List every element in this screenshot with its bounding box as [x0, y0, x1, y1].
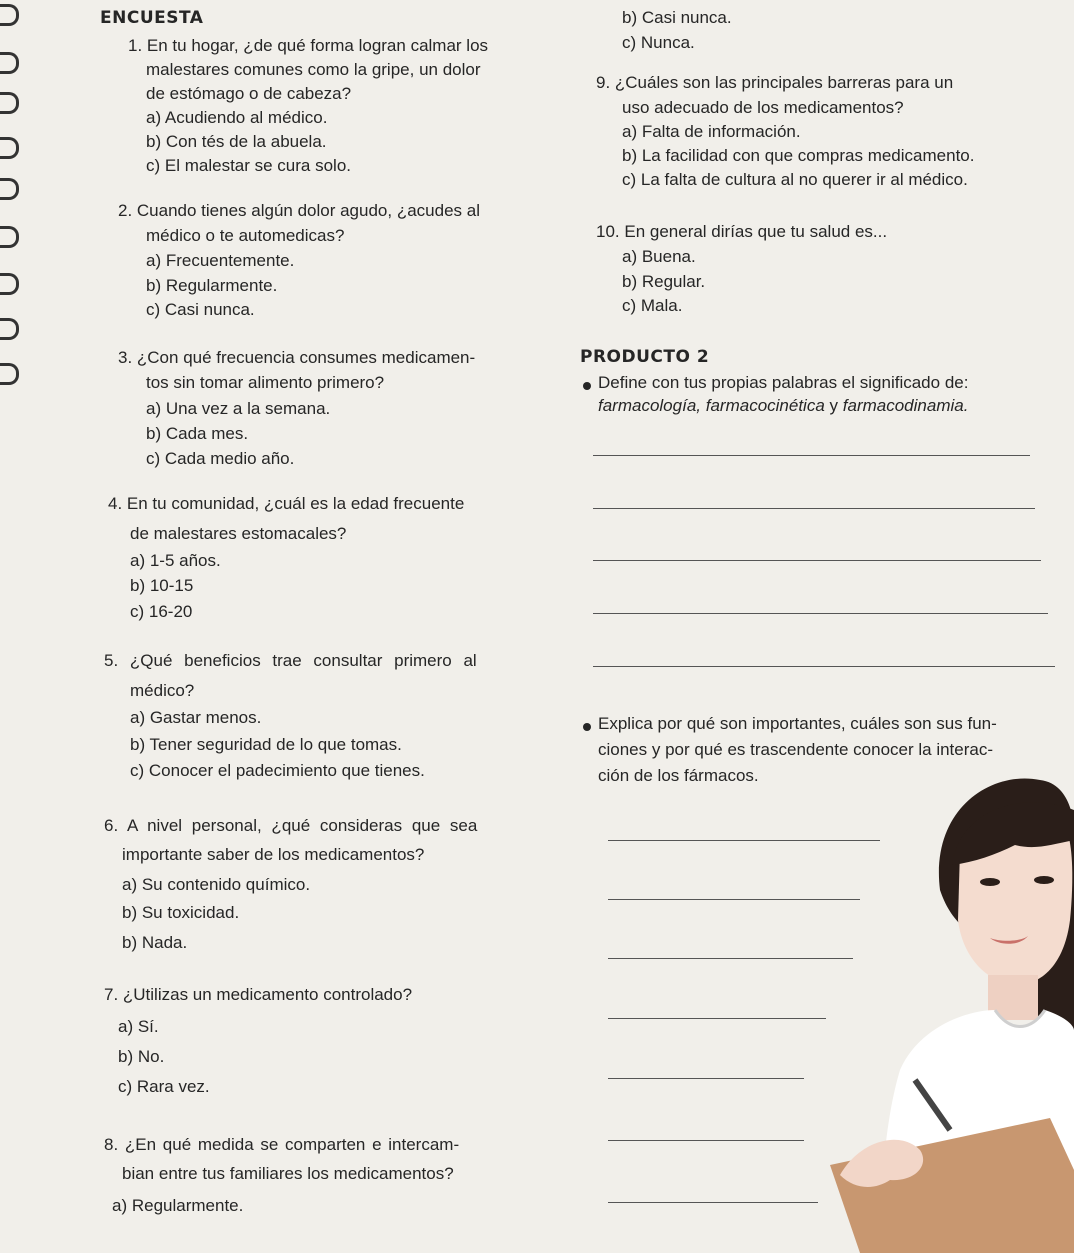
option-a: a) Regularmente.: [112, 1196, 244, 1215]
question-text: 5. ¿Qué beneficios trae consultar primero al: [104, 651, 477, 670]
question-text: importante saber de los medicamentos?: [122, 845, 425, 864]
option-c: c) Rara vez.: [118, 1077, 210, 1096]
answer-line: [593, 455, 1030, 456]
binding-ring: [0, 178, 19, 200]
option-b: b) Casi nunca.: [622, 8, 732, 27]
question-text: 3. ¿Con qué frecuencia consumes medicamen-: [118, 348, 476, 367]
answer-line: [608, 1140, 804, 1141]
option-c: c) El malestar se cura solo.: [146, 156, 352, 175]
question-text: bian entre tus familiares los medicamentos?: [122, 1164, 454, 1183]
answer-line: [608, 1018, 826, 1019]
binding-ring: [0, 92, 19, 114]
page-title: ENCUESTA: [100, 8, 204, 28]
option-c: c) 16-20: [130, 602, 193, 621]
question-text: 1. En tu hogar, ¿de qué forma logran calmar los: [128, 36, 489, 55]
question-text: 6. A nivel personal, ¿qué consideras que sea: [104, 816, 478, 835]
answer-line: [593, 613, 1048, 614]
option-b: b) No.: [118, 1047, 165, 1066]
question-text: malestares comunes como la gripe, un dolor: [146, 60, 481, 79]
question-text: médico?: [130, 681, 195, 700]
instruction-text: ción de los fármacos.: [598, 766, 759, 785]
question-text: 4. En tu comunidad, ¿cuál es la edad frecuente: [108, 494, 465, 513]
student-photo: [820, 770, 1074, 1253]
binding-ring: [0, 318, 19, 340]
option-a: a) Una vez a la semana.: [146, 399, 331, 418]
term-farmacocinetica: farmacocinética: [705, 396, 825, 415]
option-b: b) Tener seguridad de lo que tomas.: [130, 735, 402, 754]
question-text: 8. ¿En qué medida se comparten e intercam-: [104, 1135, 460, 1154]
instruction-terms: [598, 396, 968, 416]
term-farmacodinamia: farmacodinamia.: [842, 396, 969, 415]
option-a: a) Sí.: [118, 1017, 159, 1036]
answer-line: [593, 508, 1035, 509]
option-c: b) Nada.: [122, 933, 188, 952]
question-text: 9. ¿Cuáles son las principales barreras para un: [596, 73, 954, 92]
option-a: a) Frecuentemente.: [146, 251, 295, 270]
question-text: tos sin tomar alimento primero?: [146, 373, 385, 392]
option-a: a) 1-5 años.: [130, 551, 221, 570]
answer-line: [593, 560, 1041, 561]
answer-line: [608, 1078, 804, 1079]
question-text: 2. Cuando tienes algún dolor agudo, ¿acudes al: [118, 201, 480, 220]
binding-ring: [0, 273, 19, 295]
instruction-text: ciones y por qué es trascendente conocer la interac-: [598, 740, 994, 759]
option-c: c) Nunca.: [622, 33, 695, 52]
option-c: c) La falta de cultura al no querer ir al médico.: [622, 170, 968, 189]
binding-ring: [0, 4, 19, 26]
option-a: a) Falta de información.: [622, 122, 801, 141]
section-title: PRODUCTO 2: [580, 347, 710, 367]
question-text: uso adecuado de los medicamentos?: [622, 98, 904, 117]
option-b: b) Cada mes.: [146, 424, 249, 443]
binding-ring: [0, 52, 19, 74]
option-b: b) Con tés de la abuela.: [146, 132, 327, 151]
option-c: c) Casi nunca.: [146, 300, 255, 319]
option-b: b) Regularmente.: [146, 276, 278, 295]
answer-line: [608, 958, 853, 959]
conjunction: y: [829, 396, 839, 415]
binding-ring: [0, 226, 19, 248]
answer-line: [608, 1202, 818, 1203]
question-text: de estómago o de cabeza?: [146, 84, 352, 103]
question-text: de malestares estomacales?: [130, 524, 347, 543]
option-b: b) La facilidad con que compras medicamento.: [622, 146, 975, 165]
option-a: a) Buena.: [622, 247, 696, 266]
question-text: médico o te automedicas?: [146, 226, 345, 245]
option-a: a) Su contenido químico.: [122, 875, 311, 894]
instruction-text: Define con tus propias palabras el significado de:: [598, 373, 969, 392]
option-b: b) 10-15: [130, 576, 194, 595]
option-b: b) Regular.: [622, 272, 706, 291]
option-a: a) Gastar menos.: [130, 708, 262, 727]
option-c: c) Cada medio año.: [146, 449, 295, 468]
question-text: 10. En general dirías que tu salud es...: [596, 222, 888, 241]
option-b: b) Su toxicidad.: [122, 903, 240, 922]
bullet-icon: [583, 723, 591, 731]
option-a: a) Acudiendo al médico.: [146, 108, 328, 127]
bullet-icon: [583, 382, 591, 390]
option-c: c) Conocer el padecimiento que tienes.: [130, 761, 425, 780]
binding-ring: [0, 137, 19, 159]
answer-line: [593, 666, 1055, 667]
binding-ring: [0, 363, 19, 385]
term-farmacologia: farmacología,: [598, 396, 701, 415]
instruction-text: Explica por qué son importantes, cuáles son sus fun-: [598, 714, 997, 733]
question-text: 7. ¿Utilizas un medicamento controlado?: [104, 985, 413, 1004]
option-c: c) Mala.: [622, 296, 683, 315]
